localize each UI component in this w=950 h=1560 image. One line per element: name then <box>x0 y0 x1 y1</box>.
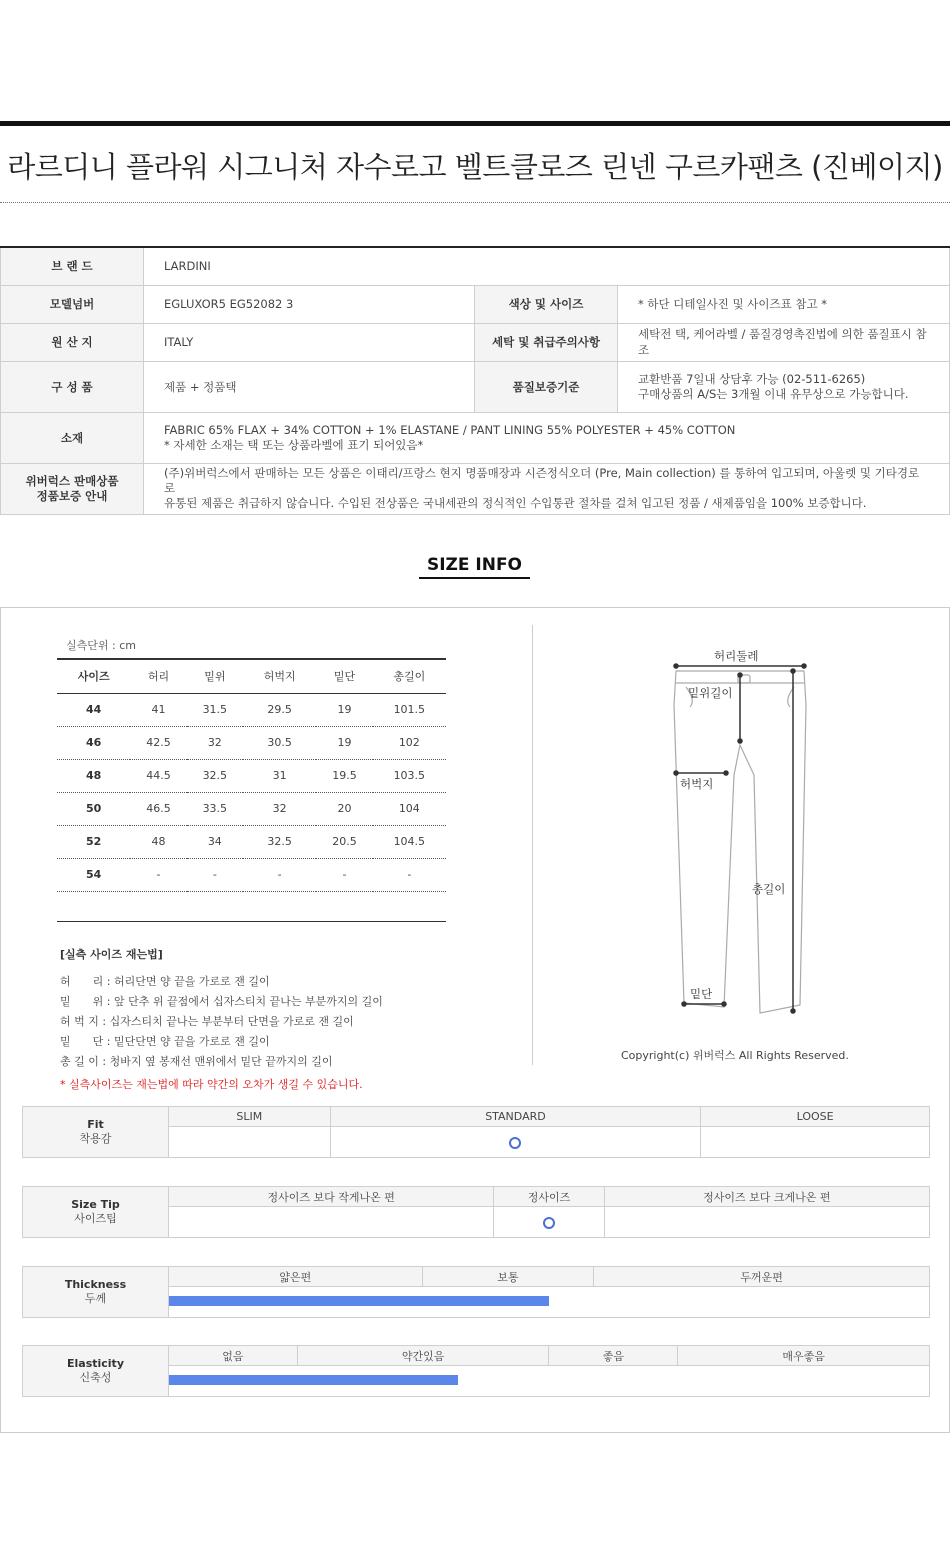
size-col-header: 허벅지 <box>243 659 316 693</box>
size-value-cell: 19.5 <box>316 759 372 792</box>
size-row <box>57 759 446 792</box>
size-tip-selected-icon <box>543 1217 555 1229</box>
size-value-cell: 31 <box>243 759 316 792</box>
wash-value: 세탁전 택, 케어라벨 / 품질경영촉진법에 의한 품질표시 참조 <box>618 323 950 361</box>
size-tip-label-en: Size Tip <box>71 1198 120 1211</box>
title-divider <box>0 202 950 203</box>
size-table-bottom-rule <box>57 921 446 922</box>
guarantee-label-line: 정품보증 안내 <box>36 488 108 503</box>
waist-label: 허리둘레 <box>714 649 759 663</box>
size-value-cell: 19 <box>316 726 372 759</box>
size-tip-rating <box>22 1186 930 1238</box>
copyright: Copyright(c) 위버럭스 All Rights Reserved. <box>621 1049 849 1062</box>
size-tip-option: 정사이즈 보다 크게나온 편 <box>604 1187 929 1207</box>
size-value-cell: 44.5 <box>130 759 186 792</box>
measure-unit: 실측단위 : cm <box>66 639 136 652</box>
size-value-cell: 48 <box>130 825 186 858</box>
thickness-label-en: Thickness <box>64 1278 127 1291</box>
hem-measure-dot <box>722 1002 726 1006</box>
size-value-cell: 32.5 <box>243 825 316 858</box>
size-info-heading: SIZE INFO <box>419 555 530 579</box>
brand-value: LARDINI <box>144 247 950 285</box>
size-value-cell: 41 <box>130 693 186 726</box>
size-col-header: 밑위 <box>187 659 243 693</box>
thickness-option: 보통 <box>422 1267 594 1287</box>
size-value-cell: 104.5 <box>373 825 446 858</box>
origin-label: 원 산 지 <box>1 323 144 361</box>
pants-diagram <box>668 645 818 1020</box>
size-label-cell: 50 <box>57 792 130 825</box>
thickness-track <box>169 1287 930 1318</box>
elasticity-option: 매우좋음 <box>678 1346 930 1366</box>
size-value-cell: 32 <box>243 792 316 825</box>
origin-value: ITALY <box>144 323 475 361</box>
thigh-label: 허벅지 <box>680 777 714 791</box>
fit-option: SLIM <box>169 1107 331 1127</box>
material-label: 소재 <box>1 412 144 463</box>
size-label-cell: 54 <box>57 858 130 891</box>
warranty-value <box>618 361 950 412</box>
hem-label: 밑단 <box>690 987 713 1001</box>
size-value-cell: - <box>130 858 186 891</box>
warranty-line: 교환반품 7일내 상담후 가능 (02-511-6265) <box>638 371 866 386</box>
size-value-cell: 31.5 <box>187 693 243 726</box>
length-measure-dot <box>791 669 795 673</box>
size-table <box>57 658 446 892</box>
elasticity-option: 좋음 <box>549 1346 678 1366</box>
size-value-cell: 33.5 <box>187 792 243 825</box>
guarantee-label <box>1 463 144 514</box>
thickness-rating <box>22 1266 930 1318</box>
thigh-measure-dot <box>724 771 728 775</box>
fit-cell <box>330 1127 700 1158</box>
thickness-label-ko: 두께 <box>84 1292 107 1305</box>
elasticity-level-bar <box>169 1375 458 1385</box>
size-tip-label-ko: 사이즈팁 <box>74 1212 117 1225</box>
size-value-cell: 103.5 <box>373 759 446 792</box>
size-tip-cell <box>604 1207 929 1238</box>
size-tip-option: 정사이즈 보다 작게나온 편 <box>169 1187 494 1207</box>
thickness-option: 얇은편 <box>169 1267 423 1287</box>
method-line: 밑 위 : 앞 단추 위 끝점에서 십자스티치 끝나는 부분까지의 길이 <box>60 995 383 1008</box>
model-label: 모델넘버 <box>1 285 144 323</box>
thickness-level-bar <box>169 1296 549 1306</box>
method-line: 허 리 : 허리단면 양 끝을 가로로 잰 길이 <box>60 975 270 988</box>
size-value-cell: 101.5 <box>373 693 446 726</box>
method-line: 밑 단 : 밑단단면 양 끝을 가로로 잰 길이 <box>60 1035 270 1048</box>
size-value-cell: - <box>373 858 446 891</box>
method-line: 허 벅 지 : 십자스티치 끝나는 부분부터 단면을 가로로 잰 길이 <box>60 1015 354 1028</box>
material-note: * 자세한 소재는 택 또는 상품라벨에 표기 되어있음* <box>164 437 424 452</box>
size-value-cell: - <box>243 858 316 891</box>
size-tip-option: 정사이즈 <box>494 1187 604 1207</box>
top-rule <box>0 121 950 126</box>
fit-selected-icon <box>509 1137 521 1149</box>
size-row <box>57 825 446 858</box>
guarantee-line: (주)위버럭스에서 판매하는 모든 상품은 이태리/프랑스 현지 명품매장과 시즌정식오더 (Pre, Main collection) 를 통하여 입고되며, 아울렛 및 기타경로로 <box>164 466 920 495</box>
warranty-label: 품질보증기준 <box>475 361 618 412</box>
method-warning: * 실측사이즈는 재는법에 따라 약간의 오차가 생길 수 있습니다. <box>60 1078 363 1091</box>
method-line: 총 길 이 : 청바지 옆 봉재선 맨위에서 밑단 끝까지의 길이 <box>60 1055 333 1068</box>
size-value-cell: 102 <box>373 726 446 759</box>
size-label-cell: 46 <box>57 726 130 759</box>
size-tip-label <box>23 1187 169 1238</box>
fit-label-en: Fit <box>87 1118 104 1131</box>
guarantee-line: 유통된 제품은 취급하지 않습니다. 수입된 전상품은 국내세관의 정식적인 수입통관 절차를 걸쳐 입고된 정품 / 새제품임을 100% 보증합니다. <box>164 496 867 510</box>
warranty-line: 구매상품의 A/S는 3개월 이내 유무상으로 가능합니다. <box>638 386 909 401</box>
elasticity-option: 약간있음 <box>297 1346 549 1366</box>
product-info-table <box>0 246 950 515</box>
size-value-cell: 42.5 <box>130 726 186 759</box>
elasticity-label-ko: 신축성 <box>79 1371 112 1384</box>
size-col-header: 밑단 <box>316 659 372 693</box>
size-value-cell: 32.5 <box>187 759 243 792</box>
size-row <box>57 792 446 825</box>
elasticity-label <box>23 1346 169 1397</box>
size-value-cell: 30.5 <box>243 726 316 759</box>
size-value-cell: 46.5 <box>130 792 186 825</box>
method-title: [실측 사이즈 재는법] <box>60 948 163 961</box>
size-tip-cell <box>169 1207 494 1238</box>
components-value: 제품 + 정품택 <box>144 361 475 412</box>
size-col-header: 사이즈 <box>57 659 130 693</box>
size-col-header: 총길이 <box>373 659 446 693</box>
elasticity-label-en: Elasticity <box>66 1357 124 1370</box>
elasticity-track <box>169 1366 930 1397</box>
guarantee-label-line: 위버럭스 판매상품 <box>25 473 119 488</box>
size-value-cell: 104 <box>373 792 446 825</box>
thickness-option: 두꺼운편 <box>594 1267 930 1287</box>
fit-cell <box>701 1127 930 1158</box>
fit-label <box>23 1107 169 1158</box>
material-line: FABRIC 65% FLAX + 34% COTTON + 1% ELASTANE / PANT LINING 55% POLYESTER + 45% COTTON <box>164 422 736 437</box>
panel-divider <box>532 625 533 1065</box>
size-value-cell: 32 <box>187 726 243 759</box>
size-row <box>57 726 446 759</box>
measure-method <box>60 946 383 1095</box>
size-value-cell: 19 <box>316 693 372 726</box>
components-label: 구 성 품 <box>1 361 144 412</box>
waist-measure-dot <box>674 664 678 668</box>
model-value: EGLUXOR5 EG52082 3 <box>144 285 475 323</box>
size-row <box>57 858 446 891</box>
size-col-header: 허리 <box>130 659 186 693</box>
thickness-label <box>23 1267 169 1318</box>
waist-measure-dot <box>802 664 806 668</box>
fit-cell <box>169 1127 331 1158</box>
brand-label: 브 랜 드 <box>1 247 144 285</box>
size-row <box>57 693 446 726</box>
rise-measure-dot <box>738 739 742 743</box>
fit-label-ko: 착용감 <box>79 1132 112 1145</box>
rise-label: 밑위길이 <box>688 686 733 700</box>
size-value-cell: - <box>316 858 372 891</box>
elasticity-option: 없음 <box>169 1346 298 1366</box>
fit-option: LOOSE <box>701 1107 930 1127</box>
product-title: 라르디니 플라워 시그니처 자수로고 벨트클로즈 린넨 구르카팬츠 (진베이지) <box>7 150 943 184</box>
size-tip-cell <box>494 1207 604 1238</box>
size-value-cell: 20.5 <box>316 825 372 858</box>
fit-option: STANDARD <box>330 1107 700 1127</box>
color-size-value: * 하단 디테일사진 및 사이즈표 참고 * <box>618 285 950 323</box>
size-value-cell: 34 <box>187 825 243 858</box>
size-value-cell: - <box>187 858 243 891</box>
fit-rating <box>22 1106 930 1158</box>
size-value-cell: 20 <box>316 792 372 825</box>
size-label-cell: 48 <box>57 759 130 792</box>
rise-measure-dot <box>738 673 742 677</box>
thigh-measure-dot <box>674 771 678 775</box>
length-label: 총길이 <box>752 882 786 896</box>
size-label-cell: 52 <box>57 825 130 858</box>
size-label-cell: 44 <box>57 693 130 726</box>
wash-label: 세탁 및 취급주의사항 <box>475 323 618 361</box>
color-size-label: 색상 및 사이즈 <box>475 285 618 323</box>
hem-measure-dot <box>682 1002 686 1006</box>
guarantee-value <box>144 463 950 514</box>
elasticity-rating <box>22 1345 930 1397</box>
length-measure-dot <box>791 1009 795 1013</box>
size-value-cell: 29.5 <box>243 693 316 726</box>
material-value <box>144 412 950 463</box>
